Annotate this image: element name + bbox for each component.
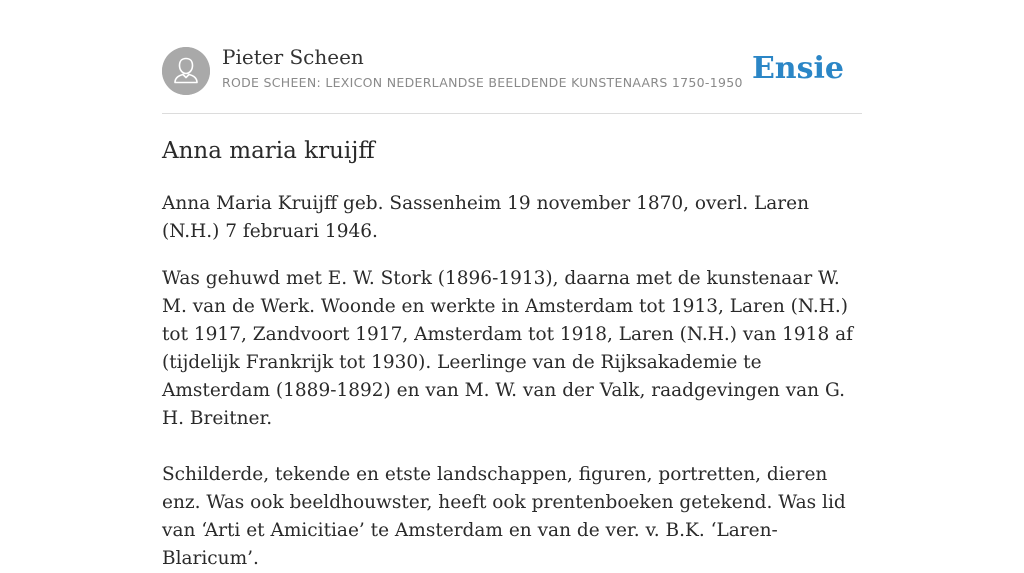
article-content — [162, 190, 862, 573]
source-title[interactable]: RODE SCHEEN: LEXICON NEDERLANDSE BEELDENDE KUNSTENAARS 1750-1950 — [222, 75, 743, 90]
article-title: Anna maria kruijff — [162, 138, 375, 164]
author-header — [162, 0, 862, 114]
user-avatar-icon[interactable] — [162, 47, 210, 95]
article-paragraph: Was gehuwd met E. W. Stork (1896-1913), daarna met de kunstenaar W. M. van de Werk. Woonde en werkte in Amsterdam tot 1913, Laren (N.H.) tot 1917, Zandvoort 1917, Amsterdam tot 1918, Laren (N.H.) van 1918 af (tijdelijk Frankrijk tot 1930). Leerlinge van de Rijksakademie te Amsterdam (1889-1892) en van M. W. van der Valk, raadgevingen van G. H. Breitner. — [162, 268, 853, 429]
page-container — [162, 0, 862, 569]
author-name[interactable]: Pieter Scheen — [222, 45, 364, 69]
brand-logo[interactable]: Ensie — [751, 51, 844, 86]
article-paragraph: Anna Maria Kruijff geb. Sassenheim 19 november 1870, overl. Laren (N.H.) 7 februari 1946. — [162, 193, 810, 242]
article-paragraph: Schilderde, tekende en etste landschappen, figuren, portretten, dieren enz. Was ook beeldhouwster, heeft ook prentenboeken getekend. Was lid van ‘Arti et Amicitiae’ te Amsterdam en van de ver. v. B.K. ‘Laren-Blaricum’. — [162, 464, 846, 569]
